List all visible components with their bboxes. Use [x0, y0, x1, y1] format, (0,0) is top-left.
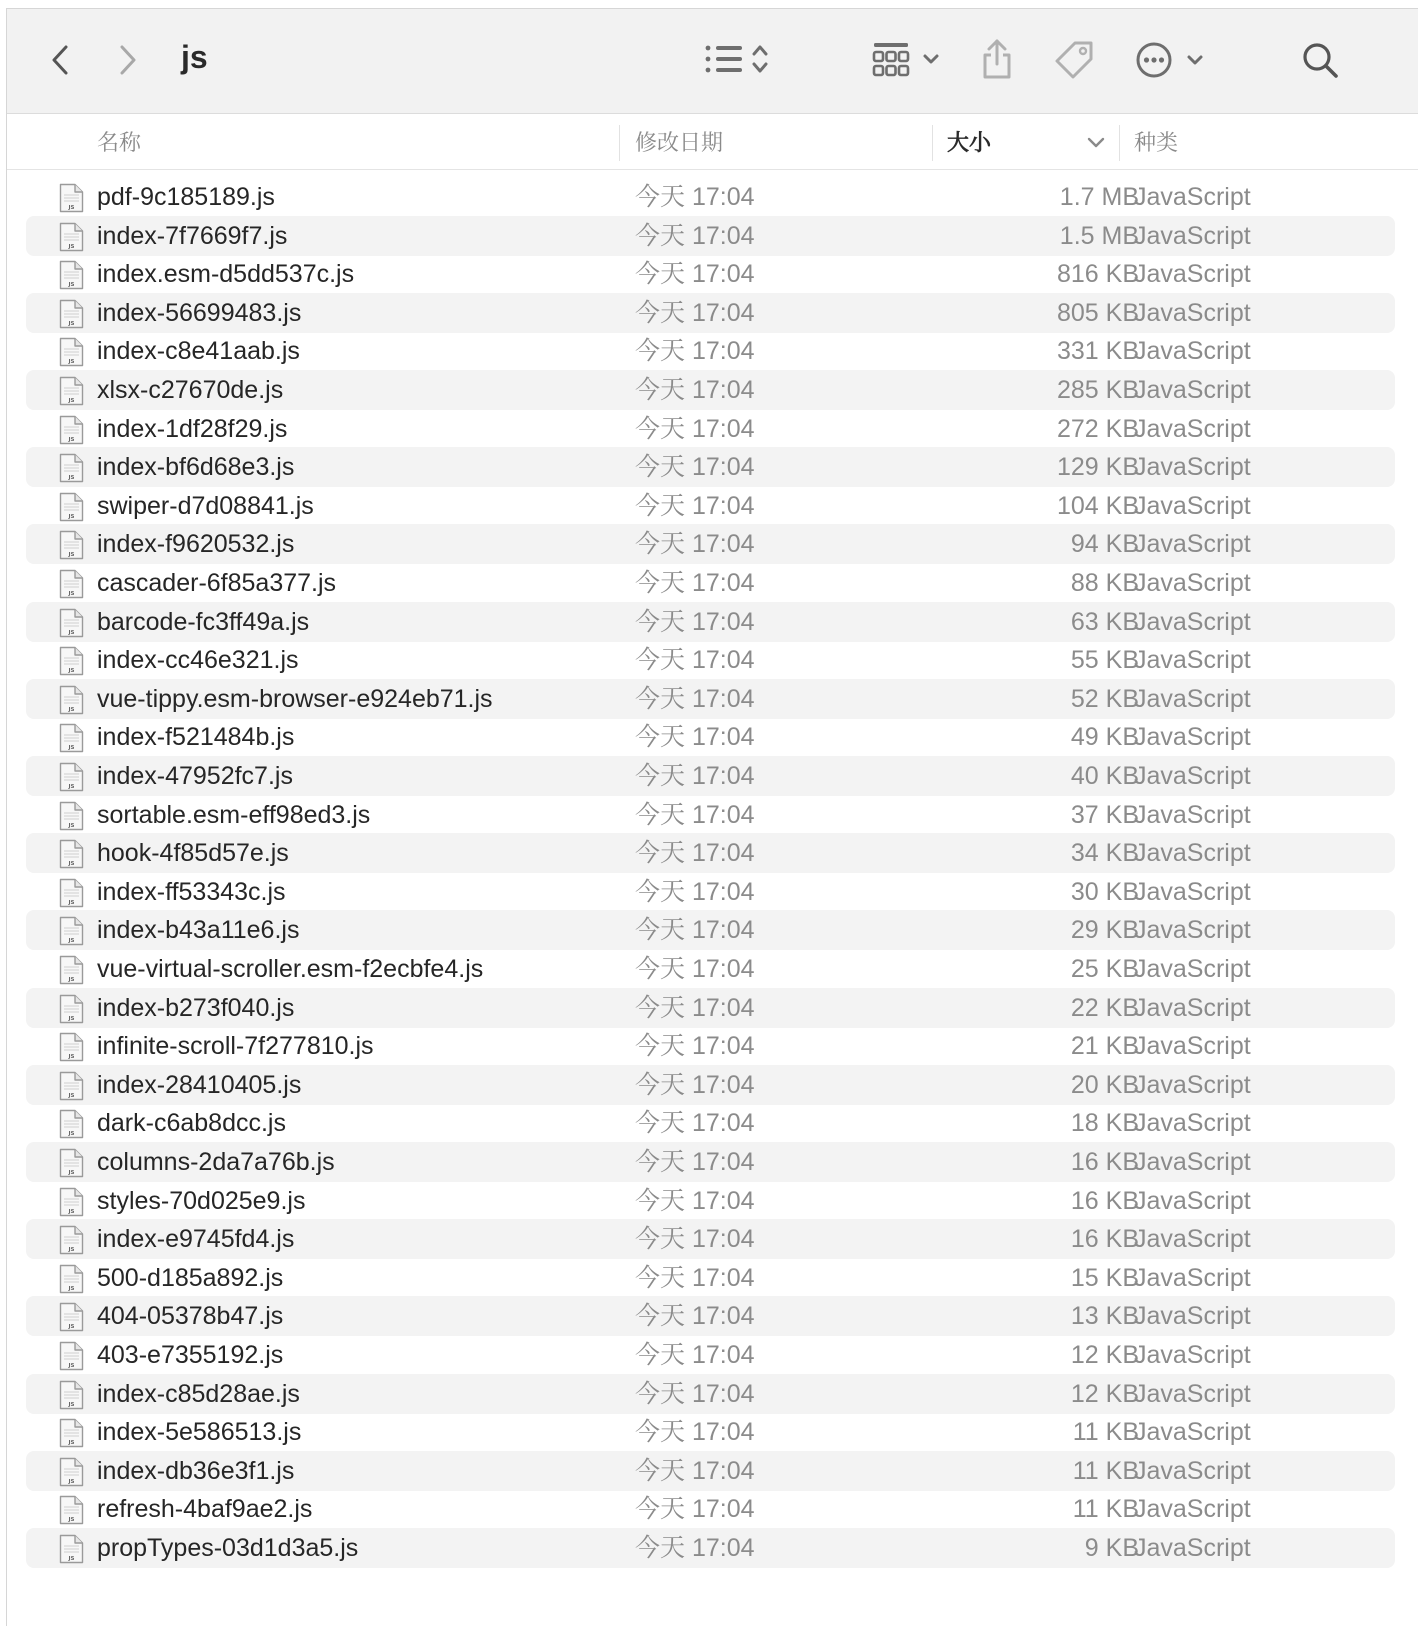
js-file-icon: [59, 260, 84, 290]
file-date: 今天 17:04: [635, 1186, 755, 1215]
file-row[interactable]: [26, 486, 1395, 526]
file-row[interactable]: [26, 679, 1395, 719]
file-size: 12 KB: [1070, 1379, 1139, 1408]
file-name: pdf-9c185189.js: [97, 183, 275, 211]
grid-group-icon: [870, 39, 944, 79]
file-row[interactable]: [26, 1026, 1395, 1066]
file-name: index-1df28f29.js: [97, 414, 288, 443]
file-icon-label: JS: [68, 668, 75, 675]
file-name: index-e9745fd4.js: [97, 1225, 295, 1254]
chevron-left-icon[interactable]: [45, 42, 75, 78]
file-size: 55 KB: [1070, 646, 1139, 675]
js-file-icon: [59, 916, 84, 946]
share-icon[interactable]: [975, 35, 1019, 83]
file-kind: JavaScript: [1134, 1148, 1251, 1176]
file-kind: JavaScript: [1134, 800, 1251, 829]
file-icon-label: JS: [68, 1170, 75, 1176]
file-name: index-c85d28ae.js: [97, 1379, 300, 1408]
file-row[interactable]: [26, 293, 1395, 333]
ellipsis-circle-icon: [1132, 38, 1210, 82]
file-date: 今天 17:04: [635, 993, 755, 1022]
file-kind: JavaScript: [1134, 839, 1251, 868]
js-file-icon: [59, 762, 84, 792]
js-file-icon: [59, 1148, 84, 1178]
file-icon-label: JS: [68, 745, 75, 752]
js-file-icon: [59, 415, 84, 445]
file-row[interactable]: [26, 1258, 1395, 1298]
file-name: index.esm-d5dd537c.js: [97, 260, 355, 289]
file-date: 今天 17:04: [635, 1263, 755, 1292]
column-size-header[interactable]: 大小: [947, 130, 992, 155]
file-kind: JavaScript: [1134, 993, 1251, 1022]
file-size: 331 KB: [1056, 337, 1139, 366]
file-icon-label: JS: [68, 1247, 75, 1254]
column-kind-header[interactable]: 种类: [1134, 130, 1179, 155]
file-icon-label: JS: [68, 513, 75, 520]
file-kind: JavaScript: [1134, 1186, 1251, 1215]
file-size: 805 KB: [1056, 298, 1139, 327]
file-icon-label: JS: [68, 706, 75, 713]
file-name: hook-4f85d57e.js: [97, 839, 289, 868]
file-size: 104 KB: [1056, 491, 1139, 520]
file-date: 今天 17:04: [635, 646, 755, 675]
group-button[interactable]: [869, 39, 945, 79]
js-file-icon: [59, 1380, 84, 1410]
file-name: index-cc46e321.js: [97, 646, 299, 675]
file-icon-label: JS: [68, 977, 75, 983]
file-size: 11 KB: [1072, 1418, 1139, 1447]
file-icon-label: JS: [68, 282, 75, 289]
file-row[interactable]: [26, 1142, 1395, 1182]
file-date: 今天 17:04: [635, 916, 755, 945]
js-file-icon: [59, 723, 84, 753]
js-file-icon: [59, 1302, 84, 1332]
file-kind: JavaScript: [1134, 1263, 1251, 1292]
js-file-icon: [59, 685, 84, 715]
js-file-icon: [59, 376, 84, 406]
file-row[interactable]: [26, 1412, 1395, 1452]
file-name: index-ff53343c.js: [97, 877, 286, 906]
js-file-icon: [59, 222, 84, 252]
file-date: 今天 17:04: [635, 1070, 755, 1099]
file-date: 今天 17:04: [635, 877, 755, 906]
file-row[interactable]: [26, 370, 1395, 410]
file-row[interactable]: [26, 717, 1395, 757]
file-name: propTypes-03d1d3a5.js: [97, 1534, 359, 1562]
file-date: 今天 17:04: [635, 607, 755, 636]
file-size: 63 KB: [1070, 607, 1139, 636]
file-kind: JavaScript: [1134, 183, 1251, 211]
file-row[interactable]: [26, 756, 1395, 796]
js-file-icon: [59, 569, 84, 599]
file-kind: JavaScript: [1134, 607, 1251, 636]
file-icon-label: JS: [68, 1440, 75, 1447]
file-row[interactable]: [26, 524, 1395, 564]
file-kind: JavaScript: [1134, 1534, 1251, 1562]
file-name: index-5e586513.js: [97, 1418, 302, 1447]
file-icon-label: JS: [68, 629, 75, 636]
file-kind: JavaScript: [1134, 1418, 1251, 1447]
js-file-icon: [59, 299, 84, 329]
file-size: 22 KB: [1070, 993, 1139, 1022]
file-icon-label: JS: [68, 784, 75, 790]
js-file-icon: [59, 1495, 84, 1525]
js-file-icon: [59, 878, 84, 908]
js-file-icon: [59, 1071, 84, 1101]
file-date: 今天 17:04: [635, 414, 755, 443]
file-name: xlsx-c27670de.js: [97, 376, 284, 404]
file-row[interactable]: [26, 409, 1395, 449]
file-date: 今天 17:04: [635, 800, 755, 829]
file-date: 今天 17:04: [635, 1495, 755, 1524]
file-name: index-7f7669f7.js: [97, 221, 288, 250]
file-size: 16 KB: [1070, 1148, 1139, 1176]
file-date: 今天 17:04: [635, 1109, 755, 1138]
file-date: 今天 17:04: [635, 183, 755, 211]
file-kind: JavaScript: [1134, 684, 1251, 713]
file-name: index-c8e41aab.js: [97, 337, 300, 366]
file-kind: JavaScript: [1134, 1495, 1251, 1524]
file-row[interactable]: [26, 447, 1395, 487]
file-kind: JavaScript: [1134, 646, 1251, 675]
toolbar: [7, 9, 1418, 114]
file-icon-label: JS: [68, 1208, 75, 1215]
column-divider[interactable]: [619, 125, 620, 161]
file-size: 21 KB: [1070, 1032, 1139, 1061]
file-kind: JavaScript: [1134, 1225, 1251, 1254]
file-date: 今天 17:04: [635, 1341, 755, 1369]
file-name: index-bf6d68e3.js: [97, 453, 295, 482]
file-date: 今天 17:04: [635, 762, 755, 790]
file-size: 20 KB: [1070, 1070, 1139, 1099]
js-file-icon: [59, 1457, 84, 1487]
file-date: 今天 17:04: [635, 1148, 755, 1176]
file-date: 今天 17:04: [635, 260, 755, 289]
file-date: 今天 17:04: [635, 530, 755, 559]
file-kind: JavaScript: [1134, 491, 1251, 520]
file-size: 12 KB: [1070, 1341, 1139, 1369]
column-name-header[interactable]: 名称: [97, 130, 142, 155]
file-size: 13 KB: [1070, 1302, 1139, 1331]
file-icon-label: JS: [68, 1285, 75, 1292]
tag-icon[interactable]: [1051, 37, 1097, 83]
file-icon-label: JS: [68, 1517, 75, 1524]
file-kind: JavaScript: [1134, 1456, 1251, 1485]
file-row[interactable]: [26, 563, 1395, 603]
file-size: 272 KB: [1056, 414, 1139, 443]
js-file-icon: [59, 608, 84, 638]
file-kind: JavaScript: [1134, 1109, 1251, 1138]
file-date: 今天 17:04: [635, 491, 755, 520]
file-icon-label: JS: [68, 475, 75, 482]
file-row[interactable]: [26, 1219, 1395, 1259]
file-kind: JavaScript: [1134, 1070, 1251, 1099]
file-date: 今天 17:04: [635, 1534, 755, 1562]
file-size: 15 KB: [1070, 1263, 1139, 1292]
file-icon-label: JS: [68, 1092, 75, 1099]
view-mode-button[interactable]: [695, 39, 775, 79]
file-name: index-56699483.js: [97, 298, 302, 327]
file-date: 今天 17:04: [635, 221, 755, 250]
js-file-icon: [59, 183, 84, 213]
js-file-icon: [59, 1418, 84, 1448]
file-row[interactable]: [26, 177, 1395, 217]
file-size: 16 KB: [1070, 1186, 1139, 1215]
file-row[interactable]: [26, 833, 1395, 873]
finder-window: [6, 8, 1418, 1626]
file-name: index-b43a11e6.js: [97, 916, 300, 945]
file-row[interactable]: [26, 910, 1395, 950]
file-name: index-47952fc7.js: [97, 762, 293, 790]
file-date: 今天 17:04: [635, 839, 755, 868]
js-file-icon: [59, 994, 84, 1024]
file-name: refresh-4baf9ae2.js: [97, 1495, 313, 1524]
file-icon-label: JS: [68, 1324, 75, 1331]
more-actions-button[interactable]: [1131, 37, 1211, 83]
file-date: 今天 17:04: [635, 684, 755, 713]
column-divider[interactable]: [932, 125, 933, 161]
file-icon-label: JS: [68, 1556, 75, 1562]
file-row[interactable]: [26, 988, 1395, 1028]
sort-descending-icon: [1085, 135, 1107, 151]
file-name: index-b273f040.js: [97, 993, 295, 1022]
file-kind: JavaScript: [1134, 569, 1251, 597]
file-icon-label: JS: [68, 1363, 75, 1369]
file-size: 129 KB: [1056, 453, 1139, 482]
file-name: dark-c6ab8dcc.js: [97, 1109, 286, 1138]
file-kind: JavaScript: [1134, 723, 1251, 752]
file-row[interactable]: [26, 1296, 1395, 1336]
column-divider[interactable]: [1119, 125, 1120, 161]
file-row[interactable]: [26, 216, 1395, 256]
file-icon-label: JS: [68, 591, 75, 597]
file-size: 816 KB: [1056, 260, 1139, 289]
file-icon-label: JS: [68, 320, 75, 327]
js-file-icon: [59, 1341, 84, 1371]
file-name: cascader-6f85a377.js: [97, 569, 337, 597]
js-file-icon: [59, 646, 84, 676]
file-row[interactable]: [26, 1374, 1395, 1414]
file-size: 285 KB: [1056, 376, 1139, 404]
js-file-icon: [59, 1264, 84, 1294]
file-kind: JavaScript: [1134, 955, 1251, 983]
file-kind: JavaScript: [1134, 1379, 1251, 1408]
column-date-header[interactable]: 修改日期: [635, 130, 724, 155]
file-kind: JavaScript: [1134, 877, 1251, 906]
file-icon-label: JS: [68, 398, 75, 404]
file-name: index-db36e3f1.js: [97, 1456, 295, 1485]
file-name: infinite-scroll-7f277810.js: [97, 1032, 374, 1061]
js-file-icon: [59, 337, 84, 367]
file-kind: JavaScript: [1134, 1341, 1251, 1369]
list-view-icon: [696, 39, 774, 79]
file-name: 404-05378b47.js: [97, 1302, 284, 1331]
file-kind: JavaScript: [1134, 916, 1251, 945]
file-kind: JavaScript: [1134, 298, 1251, 327]
js-file-icon: [59, 453, 84, 483]
js-file-icon: [59, 1187, 84, 1217]
js-file-icon: [59, 1032, 84, 1062]
file-row[interactable]: [26, 1335, 1395, 1375]
file-name: index-f9620532.js: [97, 530, 295, 559]
file-date: 今天 17:04: [635, 569, 755, 597]
chevron-right-icon[interactable]: [113, 42, 143, 78]
file-kind: JavaScript: [1134, 453, 1251, 482]
file-kind: JavaScript: [1134, 762, 1251, 790]
file-kind: JavaScript: [1134, 1302, 1251, 1331]
js-file-icon: [59, 1534, 84, 1564]
file-row[interactable]: [26, 1103, 1395, 1143]
file-icon-label: JS: [68, 1131, 75, 1138]
file-icon-label: JS: [68, 1015, 75, 1022]
file-name: columns-2da7a76b.js: [97, 1148, 335, 1176]
file-date: 今天 17:04: [635, 955, 755, 983]
file-icon-label: JS: [68, 436, 75, 443]
file-size: 94 KB: [1070, 530, 1139, 559]
search-icon[interactable]: [1299, 39, 1341, 81]
file-icon-label: JS: [68, 1054, 75, 1061]
file-date: 今天 17:04: [635, 1032, 755, 1061]
column-header: [7, 115, 1418, 170]
file-row[interactable]: [26, 1065, 1395, 1105]
file-row[interactable]: [26, 640, 1395, 680]
file-size: 16 KB: [1070, 1225, 1139, 1254]
file-icon-label: JS: [68, 205, 75, 211]
file-size: 1.7 MB: [1059, 183, 1139, 211]
file-size: 18 KB: [1070, 1109, 1139, 1138]
file-name: 500-d185a892.js: [97, 1263, 284, 1292]
file-icon-label: JS: [68, 1478, 75, 1485]
file-name: vue-tippy.esm-browser-e924eb71.js: [97, 684, 493, 713]
file-size: 29 KB: [1070, 916, 1139, 945]
file-row[interactable]: [26, 795, 1395, 835]
file-size: 40 KB: [1070, 762, 1139, 790]
js-file-icon: [59, 955, 84, 985]
file-icon-label: JS: [68, 552, 75, 559]
file-kind: JavaScript: [1134, 376, 1251, 404]
file-date: 今天 17:04: [635, 1379, 755, 1408]
file-size: 25 KB: [1070, 955, 1139, 983]
file-size: 11 KB: [1072, 1456, 1139, 1485]
file-row[interactable]: [26, 872, 1395, 912]
file-row[interactable]: [26, 1528, 1395, 1568]
file-date: 今天 17:04: [635, 1418, 755, 1447]
file-icon-label: JS: [68, 861, 75, 868]
file-size: 30 KB: [1070, 877, 1139, 906]
js-file-icon: [59, 530, 84, 560]
file-name: index-f521484b.js: [97, 723, 295, 752]
file-size: 49 KB: [1070, 723, 1139, 752]
file-name: 403-e7355192.js: [97, 1341, 284, 1369]
file-icon-label: JS: [68, 243, 75, 250]
file-icon-label: JS: [68, 1401, 75, 1408]
js-file-icon: [59, 1225, 84, 1255]
file-name: barcode-fc3ff49a.js: [97, 607, 310, 636]
file-row[interactable]: [26, 331, 1395, 371]
file-kind: JavaScript: [1134, 530, 1251, 559]
file-date: 今天 17:04: [635, 1456, 755, 1485]
file-size: 9 KB: [1084, 1534, 1139, 1562]
js-file-icon: [59, 492, 84, 522]
file-icon-label: JS: [68, 938, 75, 945]
js-file-icon: [59, 1109, 84, 1139]
file-size: 88 KB: [1070, 569, 1139, 597]
file-date: 今天 17:04: [635, 376, 755, 404]
file-name: swiper-d7d08841.js: [97, 491, 314, 520]
file-row[interactable]: [26, 949, 1395, 989]
file-icon-label: JS: [68, 359, 75, 366]
file-row[interactable]: [26, 1489, 1395, 1529]
file-date: 今天 17:04: [635, 1225, 755, 1254]
file-size: 1.5 MB: [1059, 221, 1139, 250]
file-icon-label: JS: [68, 899, 75, 906]
js-file-icon: [59, 801, 84, 831]
file-date: 今天 17:04: [635, 1302, 755, 1331]
file-size: 34 KB: [1070, 839, 1139, 868]
file-name: vue-virtual-scroller.esm-f2ecbfe4.js: [97, 955, 484, 983]
file-date: 今天 17:04: [635, 723, 755, 752]
file-kind: JavaScript: [1134, 260, 1251, 289]
file-kind: JavaScript: [1134, 414, 1251, 443]
file-row[interactable]: [26, 254, 1395, 294]
file-size: 52 KB: [1070, 684, 1139, 713]
js-file-icon: [59, 839, 84, 869]
file-row[interactable]: [26, 1451, 1395, 1491]
file-date: 今天 17:04: [635, 337, 755, 366]
file-kind: JavaScript: [1134, 221, 1251, 250]
file-name: sortable.esm-eff98ed3.js: [97, 800, 371, 829]
window-title: js: [181, 39, 208, 75]
file-row[interactable]: [26, 602, 1395, 642]
file-icon-label: JS: [68, 822, 75, 829]
file-date: 今天 17:04: [635, 453, 755, 482]
file-size: 37 KB: [1070, 800, 1139, 829]
file-row[interactable]: [26, 1181, 1395, 1221]
file-kind: JavaScript: [1134, 337, 1251, 366]
file-date: 今天 17:04: [635, 298, 755, 327]
file-size: 11 KB: [1072, 1495, 1139, 1524]
file-kind: JavaScript: [1134, 1032, 1251, 1061]
file-name: index-28410405.js: [97, 1070, 302, 1099]
file-name: styles-70d025e9.js: [97, 1186, 306, 1215]
